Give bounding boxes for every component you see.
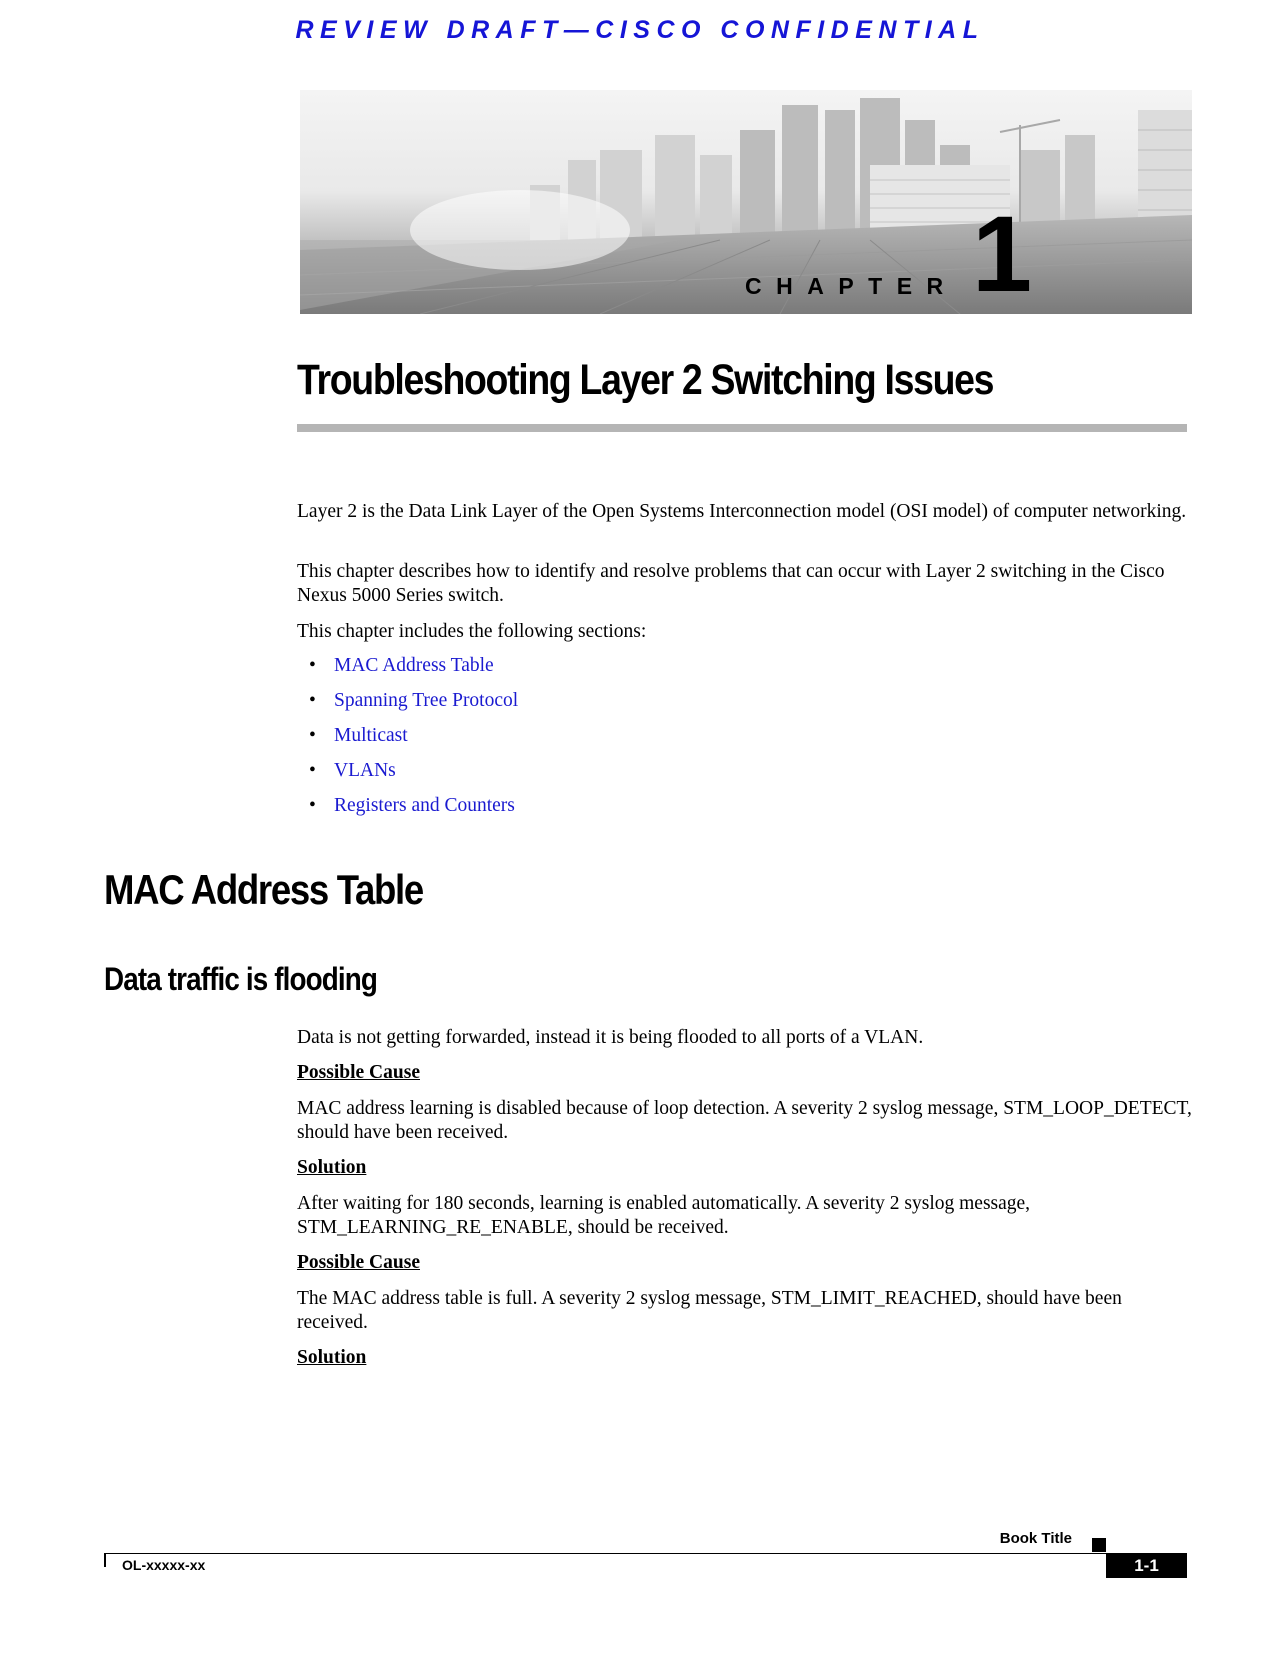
footer-doc-number: OL-xxxxx-xx [122, 1557, 206, 1573]
chapter-title: Troubleshooting Layer 2 Switching Issues [297, 356, 994, 404]
possible-cause-text-1: MAC address learning is disabled because of loop detection. A severity 2 syslog message, STM_LOOP_DETECT, should have been received. [297, 1098, 1192, 1143]
section-heading-mac-address-table: MAC Address Table [104, 866, 423, 913]
subsection-heading-data-traffic-flooding: Data traffic is flooding [104, 961, 378, 997]
intro-paragraph-2: This chapter describes how to identify and resolve problems that can occur with Layer 2 switching in the Cisco Nexus 5000 Series switch. [297, 561, 1165, 606]
list-item [297, 724, 518, 759]
link-mac-address-table[interactable]: MAC Address Table [334, 655, 494, 676]
draft-banner: REVIEW DRAFT—CISCO CONFIDENTIAL [295, 16, 985, 44]
intro-paragraph-1: Layer 2 is the Data Link Layer of the Open Systems Interconnection model (OSI model) of computer networking. [297, 501, 1187, 522]
solution-heading-2: Solution [297, 1347, 367, 1368]
chapter-label: CHAPTER [745, 273, 958, 299]
possible-cause-heading-1: Possible Cause [297, 1062, 420, 1083]
possible-cause-heading-2: Possible Cause [297, 1252, 420, 1273]
chapter-number: 1 [972, 193, 1033, 314]
link-spanning-tree-protocol[interactable]: Spanning Tree Protocol [334, 690, 519, 711]
problem-description: Data is not getting forwarded, instead it is being flooded to all ports of a VLAN. [297, 1027, 924, 1048]
bullet-icon: • [309, 690, 316, 711]
footer-tick [104, 1553, 106, 1567]
footer-book-title: Book Title [999, 1530, 1072, 1547]
footer-marker [1092, 1538, 1106, 1552]
possible-cause-text-2: The MAC address table is full. A severity 2 syslog message, STM_LIMIT_REACHED, should have been received. [297, 1288, 1122, 1333]
footer-page-number: 1-1 [1106, 1553, 1187, 1578]
intro-paragraph-3: This chapter includes the following sections: [297, 621, 647, 642]
link-registers-and-counters[interactable]: Registers and Counters [334, 795, 515, 816]
list-item [297, 654, 518, 689]
solution-heading-1: Solution [297, 1157, 367, 1178]
bullet-icon: • [309, 725, 316, 746]
bullet-icon: • [309, 795, 316, 816]
footer-rule [104, 1553, 1187, 1554]
bullet-icon: • [309, 655, 316, 676]
title-rule [297, 424, 1187, 432]
list-item [297, 759, 518, 794]
solution-text-1: After waiting for 180 seconds, learning is enabled automatically. A severity 2 syslog message, STM_LEARNING_RE_ENABLE, should be received. [297, 1193, 1031, 1238]
link-vlans[interactable]: VLANs [334, 760, 396, 781]
section-list [297, 654, 518, 829]
bullet-icon: • [309, 760, 316, 781]
link-multicast[interactable]: Multicast [334, 725, 408, 746]
list-item [297, 794, 518, 829]
list-item [297, 689, 518, 724]
